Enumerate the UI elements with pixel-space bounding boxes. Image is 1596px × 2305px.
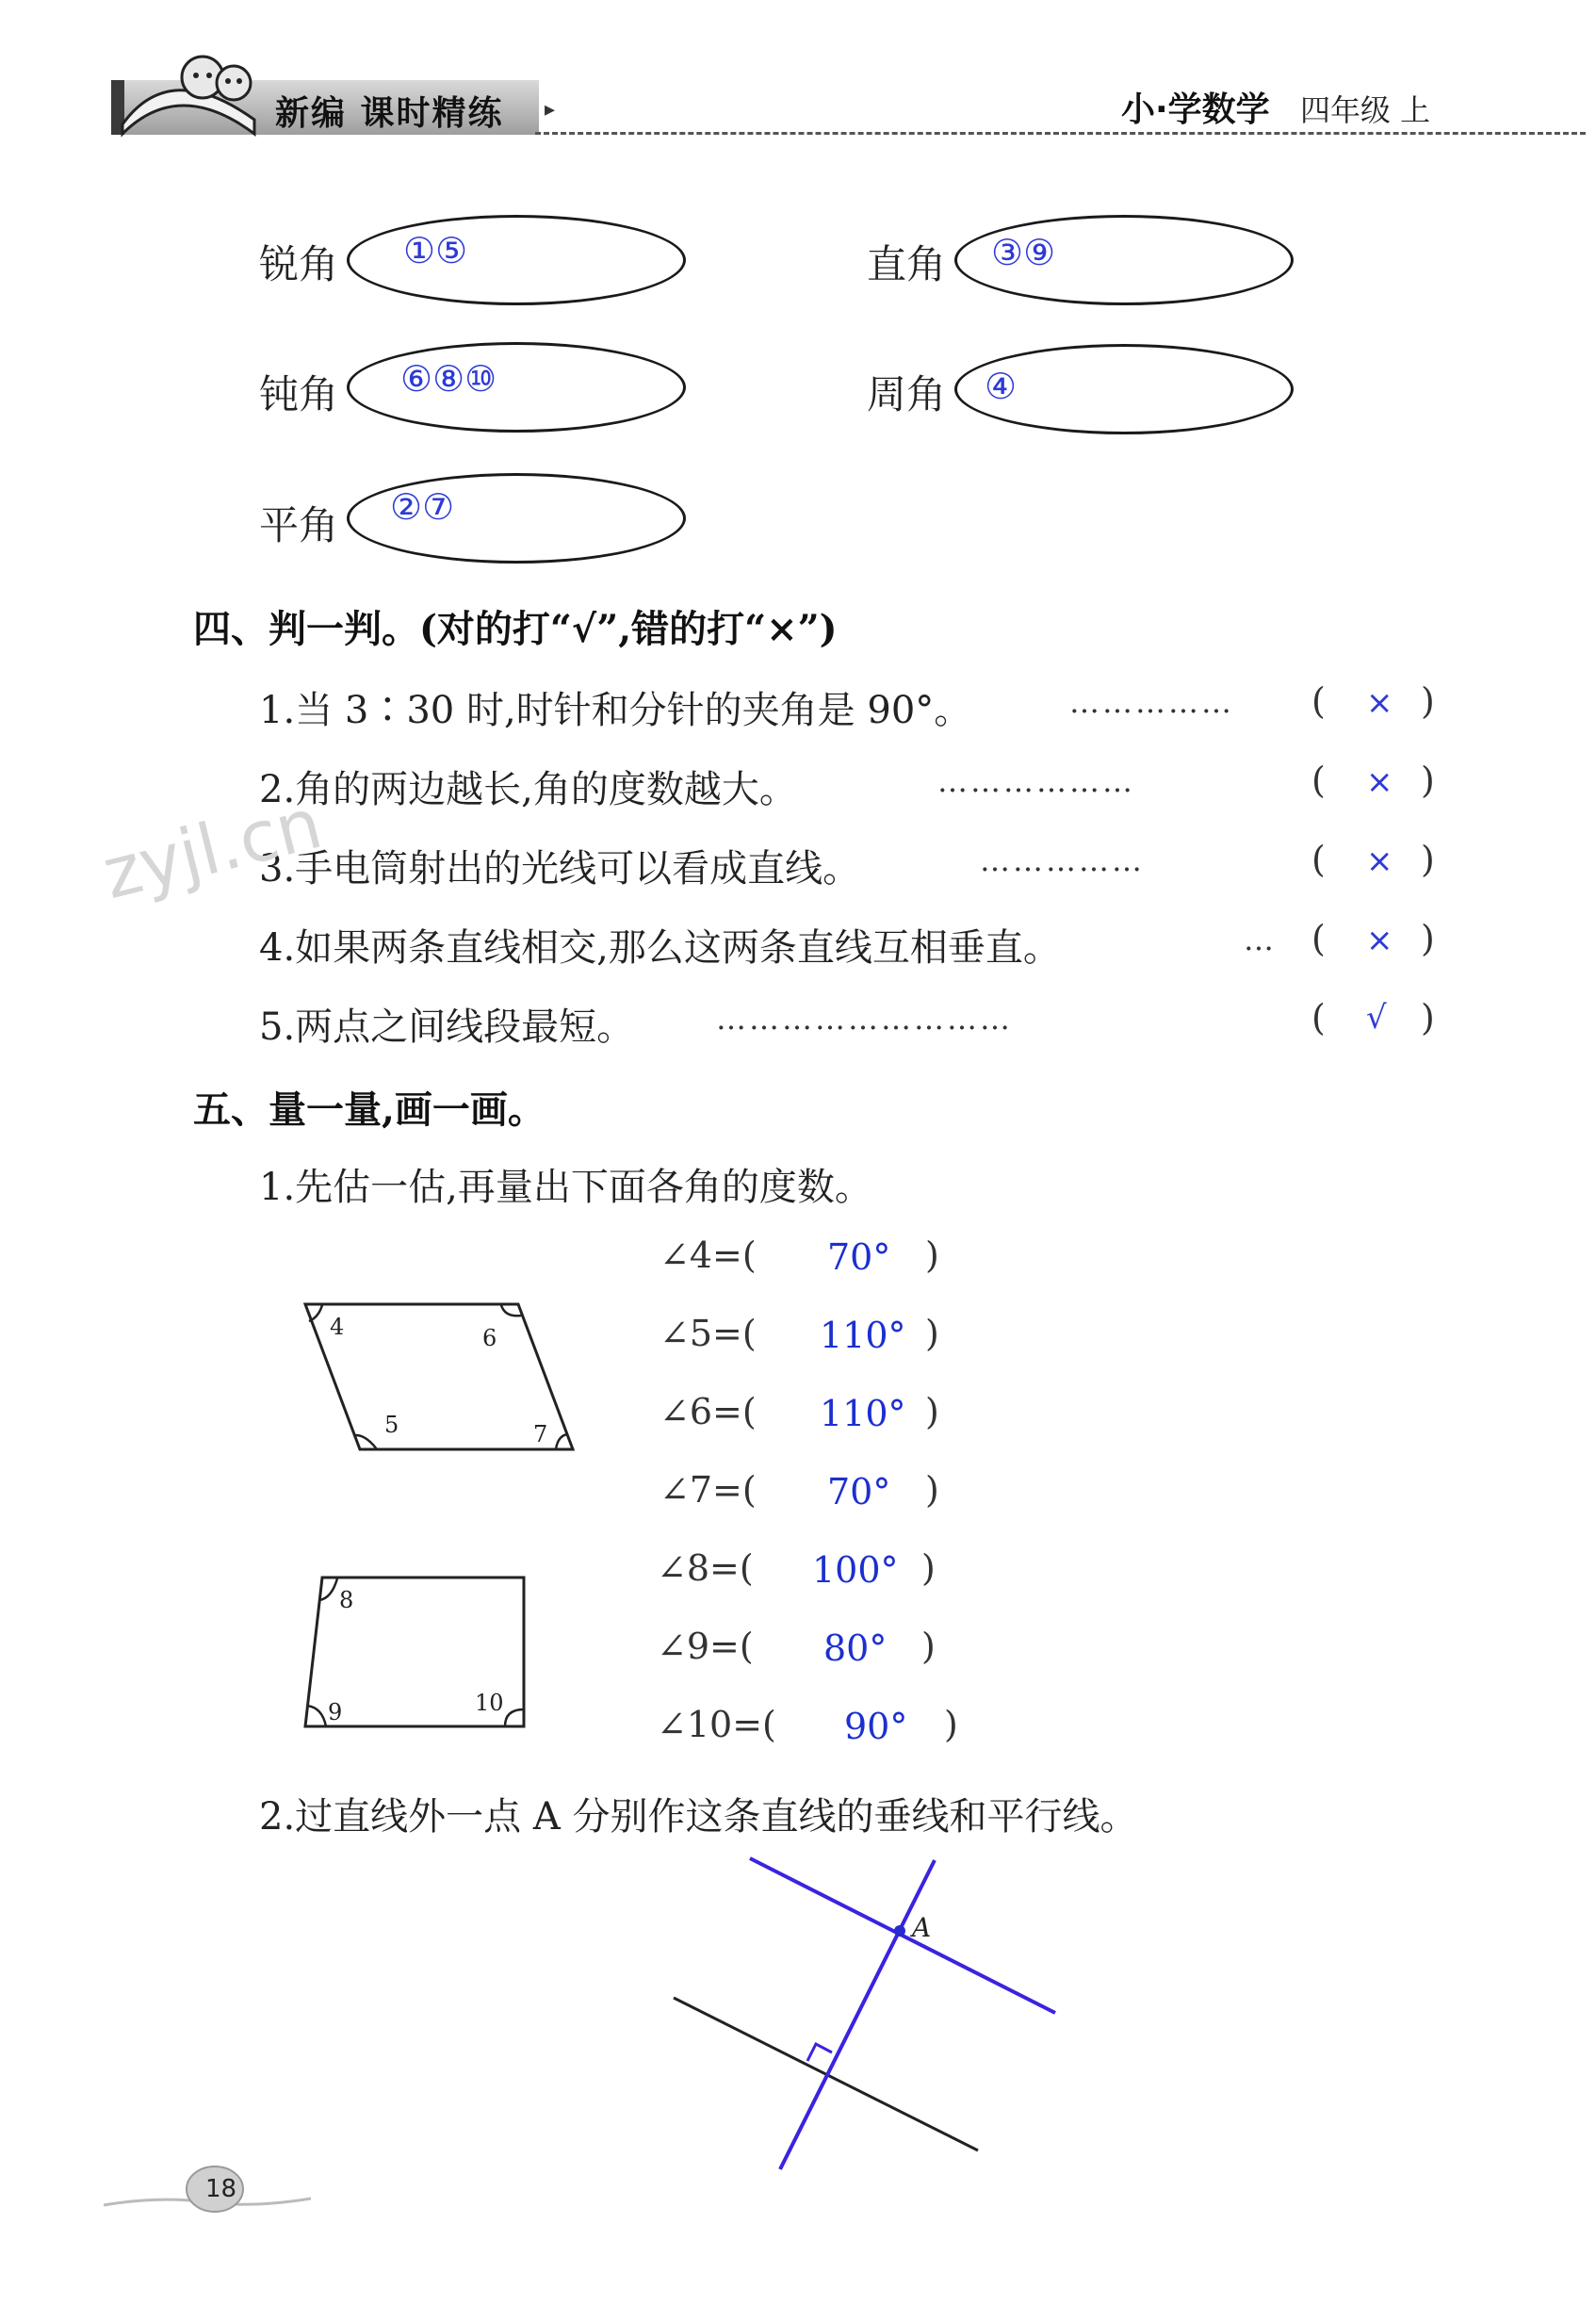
straight-label: 平角: [259, 502, 339, 548]
angle-7-value: 70°: [827, 1471, 891, 1512]
angle-5-value: 110°: [820, 1315, 906, 1356]
header-arrow-icon: ▸: [545, 98, 556, 122]
angle-label-9: 9: [328, 1699, 343, 1725]
obtuse-oval: [347, 342, 686, 433]
angle-9-value: 80°: [823, 1627, 888, 1669]
angle-label-10: 10: [475, 1690, 504, 1716]
angle-4-label: ∠4=(: [660, 1234, 757, 1276]
dot-leader: ………………………: [716, 1001, 1013, 1037]
perpendicular-parallel-figure: [660, 1847, 1074, 2177]
angle-5-label: ∠5=(: [660, 1313, 757, 1354]
dot-leader: ……………: [980, 842, 1145, 878]
angle-label-5: 5: [384, 1412, 399, 1438]
angle-label-6: 6: [482, 1325, 497, 1351]
paren-open: (: [1311, 918, 1326, 959]
judge-item-4: 4.如果两条直线相交,那么这两条直线互相垂直。: [259, 926, 1061, 970]
angle-10-label: ∠10=(: [657, 1704, 776, 1745]
angle-6-value: 110°: [820, 1393, 906, 1434]
round-answer: ④: [985, 366, 1018, 407]
judge-item-3: 3.手电筒射出的光线可以看成直线。: [259, 847, 861, 891]
angle-4-value: 70°: [827, 1236, 891, 1278]
dot-leader: …: [1244, 922, 1277, 957]
angle-label-8: 8: [339, 1587, 354, 1613]
acute-label: 锐角: [259, 241, 339, 287]
obtuse-answer: ⑥⑧⑩: [400, 358, 497, 400]
paren-open: (: [1311, 839, 1326, 880]
header-divider: [535, 132, 1586, 135]
dot-leader: ………………: [937, 763, 1135, 799]
angle-9-close: ): [921, 1626, 936, 1667]
obtuse-label: 钝角: [259, 371, 339, 417]
paren-open: (: [1311, 680, 1326, 722]
angle-9-label: ∠9=(: [657, 1626, 754, 1667]
angle-7-close: ): [925, 1469, 939, 1511]
round-label: 周角: [867, 371, 947, 417]
angle-5-close: ): [925, 1313, 939, 1354]
paren-close: ): [1421, 918, 1435, 959]
paren-close: ): [1421, 997, 1435, 1038]
angle-6-close: ): [925, 1391, 939, 1432]
subject-title: 小·学数学: [1121, 90, 1270, 129]
point-a-label: A: [912, 1912, 932, 1943]
angle-10-value: 90°: [844, 1706, 908, 1747]
judge-answer-3: ×: [1366, 842, 1393, 880]
parallelogram-figure: [292, 1291, 584, 1461]
straight-answer: ②⑦: [390, 486, 455, 528]
section4-title: 四、判一判。(对的打“√”,错的打“×”): [193, 607, 838, 651]
judge-answer-4: ×: [1366, 922, 1393, 959]
angle-4-close: ): [925, 1234, 939, 1276]
angle-8-close: ): [921, 1547, 936, 1589]
book-logo-icon: [113, 40, 273, 143]
angle-label-7: 7: [533, 1421, 548, 1447]
judge-item-2: 2.角的两边越长,角的度数越大。: [259, 768, 797, 811]
judge-answer-2: ×: [1366, 763, 1393, 801]
quadrilateral-figure: [292, 1564, 546, 1743]
angle-6-label: ∠6=(: [660, 1391, 757, 1432]
angle-10-close: ): [944, 1704, 958, 1745]
acute-answer: ①⑤: [403, 230, 468, 271]
question-1: 1.先估一估,再量出下面各角的度数。: [259, 1166, 872, 1209]
acute-oval: [347, 215, 686, 305]
paren-open: (: [1311, 760, 1326, 801]
judge-answer-5: √: [1366, 999, 1387, 1037]
grade-label: 四年级 上: [1300, 92, 1431, 128]
watermark: zyjl.cn: [95, 782, 330, 916]
paren-close: ): [1421, 760, 1435, 801]
section5-title: 五、量一量,画一画。: [193, 1087, 546, 1132]
right-answer: ③⑨: [991, 232, 1056, 273]
paren-close: ): [1421, 680, 1435, 722]
question-2: 2.过直线外一点 A 分别作这条直线的垂线和平行线。: [259, 1795, 1138, 1839]
angle-8-value: 100°: [812, 1549, 899, 1591]
judge-item-5: 5.两点之间线段最短。: [259, 1005, 635, 1049]
judge-answer-1: ×: [1366, 684, 1393, 722]
series-title: 新编 课时精练: [275, 94, 504, 133]
dot-leader: ……………: [1069, 684, 1234, 720]
angle-8-label: ∠8=(: [657, 1547, 754, 1589]
judge-item-1: 1.当 3∶30 时,时针和分针的夹角是 90°。: [259, 689, 972, 732]
right-label: 直角: [867, 241, 947, 287]
page-number: 18: [205, 2175, 237, 2203]
paren-open: (: [1311, 997, 1326, 1038]
angle-label-4: 4: [330, 1314, 345, 1340]
angle-7-label: ∠7=(: [660, 1469, 757, 1511]
paren-close: ): [1421, 839, 1435, 880]
